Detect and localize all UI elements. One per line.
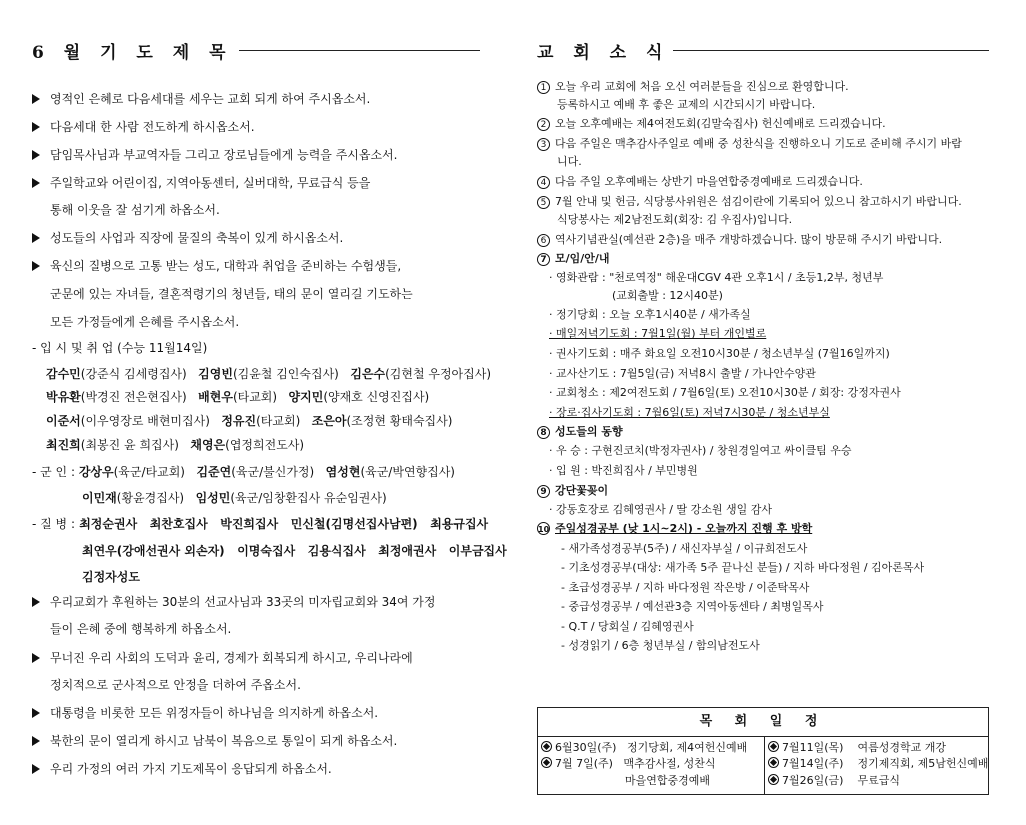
bullet-triangle-icon xyxy=(32,233,40,243)
study-item: - Q.T / 당회실 / 김혜영권사 xyxy=(561,620,694,633)
number-circle-icon: 6 xyxy=(537,234,550,247)
number-circle-icon: 8 xyxy=(537,426,550,439)
schedule-box xyxy=(537,707,989,795)
news-item-cont: 식당봉사는 제2남전도회(회장: 김 우집사)입니다. xyxy=(557,213,793,226)
number-circle-icon: 7 xyxy=(537,253,550,266)
meeting-item: · 교사산기도 : 7월5일(금) 저녁8시 출발 / 가나안수양관 xyxy=(549,367,816,380)
prayer-item: 다음세대 한 사람 전도하게 하시옵소서. xyxy=(32,119,255,135)
bullet-triangle-icon xyxy=(32,764,40,774)
exam-label: - 입 시 및 취 업 (수능 11월14일) xyxy=(32,341,208,355)
prayer-item-cont: 통해 이웃을 잘 섬기게 하옵소서. xyxy=(50,203,220,217)
flower-item: · 강동호장로 김혜영권사 / 딸 강소원 생일 감사 xyxy=(549,503,772,516)
prayer-item: 우리 가정의 여러 가지 기도제목이 응답되게 하옵소서. xyxy=(32,761,332,777)
prayer-item: 무너진 우리 사회의 도덕과 윤리, 경제가 회복되게 하시고, 우리나라에 xyxy=(32,650,413,666)
bullet-triangle-icon xyxy=(32,736,40,746)
diamond-bullet-icon xyxy=(541,741,552,752)
diamond-bullet-icon xyxy=(541,757,552,768)
bullet-triangle-icon xyxy=(32,261,40,271)
meeting-item: · 권사기도회 : 매주 화요일 오전10시30분 / 청소년부실 (7월16일까지) xyxy=(549,347,890,360)
section-meetings-title: 7 모/임/안/내 xyxy=(537,251,610,267)
prayer-item-cont: 들이 은혜 중에 행복하게 하옵소서. xyxy=(50,622,232,636)
study-item: - 기초성경공부(대상: 새가족 5주 끝나신 분들) / 지하 바다정원 / 김아론목사 xyxy=(561,561,925,574)
news-item: 4 다음 주일 오후예배는 상반기 마을연합중경예배로 드리겠습니다. xyxy=(537,174,863,190)
prayer-item: 북한의 문이 열리게 하시고 남북이 복음으로 통일이 되게 하옵소서. xyxy=(32,733,397,749)
news-item: 2 오늘 오후예배는 제4여전도회(김말숙집사) 헌신예배로 드리겠습니다. xyxy=(537,116,886,132)
prayer-title: 6 월 기 도 제 목 xyxy=(32,43,233,63)
meeting-item: · 장로·집사기도회 : 7월6일(토) 저녁7시30분 / 청소년부실 xyxy=(549,406,830,419)
army-row: - 군 인 : 강상우(육군/타교회) 김준연(육군/불신가정) 염성현(육군/박연향집사) xyxy=(32,465,455,479)
prayer-item-cont: 모든 가정들에게 은혜를 주시옵소서. xyxy=(50,315,240,329)
number-circle-icon: 3 xyxy=(537,138,550,151)
bullet-triangle-icon xyxy=(32,178,40,188)
news-heading xyxy=(537,38,989,63)
prayer-item: 대통령을 비롯한 모든 위정자들이 하나님을 의지하게 하옵소서. xyxy=(32,705,378,721)
prayer-item: 성도들의 사업과 직장에 물질의 축복이 있게 하시옵소서. xyxy=(32,230,343,246)
study-item: - 새가족성경공부(5주) / 새신자부실 / 이규희전도사 xyxy=(561,542,808,555)
news-item-cont: 니다. xyxy=(557,155,582,168)
army-row: 이민재(황윤경집사) 임성민(육군/임창환집사 유순임권사) xyxy=(82,491,387,505)
news-item: 3 다음 주일은 맥추감사주일로 예배 중 성찬식을 진행하오니 기도로 준비해 주시기 바람 xyxy=(537,136,962,152)
schedule-title: 목 회 일 정 xyxy=(538,708,988,737)
prayer-item: 육신의 질병으로 고통 받는 성도, 대학과 취업을 준비하는 수험생들, xyxy=(32,258,401,274)
number-circle-icon: 9 xyxy=(537,485,550,498)
section-flowers-title: 9 강단꽃꽂이 xyxy=(537,483,608,499)
member-item: · 우 승 : 구현진코치(박정자권사) / 창원경일여고 싸이클팀 우승 xyxy=(549,444,852,457)
study-item: - 성경읽기 / 6층 청년부실 / 함의남전도사 xyxy=(561,639,760,652)
bullet-triangle-icon xyxy=(32,94,40,104)
prayer-item: 주일학교와 어린이집, 지역아동센터, 실버대학, 무료급식 등을 xyxy=(32,175,370,191)
number-circle-icon: 10 xyxy=(537,522,550,535)
number-circle-icon: 5 xyxy=(537,196,550,209)
schedule-row: 7월26일(금) 무료급식 xyxy=(768,773,900,788)
sick-row: 김정자성도 xyxy=(82,570,140,584)
number-circle-icon: 2 xyxy=(537,118,550,131)
bullet-triangle-icon xyxy=(32,597,40,607)
news-item: 1 오늘 우리 교회에 처음 오신 여러분들을 진심으로 환영합니다. xyxy=(537,79,849,95)
sick-row: 최연우(강애선권사 외손자) 이명숙집사 김용식집사 최정애권사 이부금집사 xyxy=(82,544,507,558)
sick-row: - 질 병 : 최정순권사 최찬호집사 박진희집사 민신철(김명선집사남편) 최용규집사 xyxy=(32,517,489,531)
schedule-row: 7월 7일(주) 맥추감사절, 성찬식 xyxy=(541,756,715,771)
news-item-cont: 등록하시고 예배 후 좋은 교제의 시간되시기 바랍니다. xyxy=(557,98,816,111)
bullet-triangle-icon xyxy=(32,122,40,132)
schedule-row: 6월30일(주) 정기당회, 제4여헌신예배 xyxy=(541,740,747,755)
prayer-item-cont: 군문에 있는 자녀들, 결혼적령기의 청년들, 태의 문이 열리길 기도하는 xyxy=(50,287,413,301)
prayer-item: 우리교회가 후원하는 30분의 선교사님과 33곳의 미자립교회와 34여 가정 xyxy=(32,594,436,610)
exam-row: 감수민(강준식 김세령집사) 김영빈(김윤철 김인숙집사) 김은수(김현철 우정아집사) xyxy=(46,367,492,381)
prayer-item-cont: 정치적으로 군사적으로 안정을 더하여 주옵소서. xyxy=(50,678,301,692)
meeting-item: · 정기당회 : 오늘 오후1시40분 / 새가족실 xyxy=(549,308,751,321)
diamond-bullet-icon xyxy=(768,774,779,785)
bullet-triangle-icon xyxy=(32,653,40,663)
member-item: · 입 원 : 박진희집사 / 부민병원 xyxy=(549,464,698,477)
diamond-bullet-icon xyxy=(768,757,779,768)
heading-rule xyxy=(673,50,989,51)
news-item: 6 역사기념관실(예선관 2층)을 매주 개방하겠습니다. 많이 방문해 주시기 바랍니다. xyxy=(537,232,942,248)
meeting-item: · 매일저녁기도회 : 7월1일(월) 부터 개인별로 xyxy=(549,327,767,340)
number-circle-icon: 1 xyxy=(537,81,550,94)
meeting-item: · 교회청소 : 제2여전도회 / 7월6일(토) 오전10시30분 / 회장: 강정자권사 xyxy=(549,386,901,399)
exam-row: 박유환(박경진 전은현집사) 배현우(타교회) 양지민(양재호 신영진집사) xyxy=(46,390,430,404)
schedule-row-cont: 마을연합중경예배 xyxy=(625,774,711,787)
meeting-item-cont: (교회출발 : 12시40분) xyxy=(549,289,723,302)
section-members-title: 8 성도들의 동향 xyxy=(537,424,623,440)
bullet-triangle-icon xyxy=(32,150,40,160)
schedule-divider xyxy=(764,736,765,794)
news-item: 5 7월 안내 및 헌금, 식당봉사위원은 섬김이란에 기록되어 있으니 참고하시기 바랍니다. xyxy=(537,194,962,210)
section-study-title: 10 주일성경공부 (낮 1시~2시) - 오늘까지 진행 후 방학 xyxy=(538,522,813,535)
exam-row: 이준서(이우영장로 배현미집사) 정유진(타교회) 조은아(조정현 황태숙집사) xyxy=(46,414,453,428)
bullet-triangle-icon xyxy=(32,708,40,718)
exam-row: 최진희(최봉진 윤 희집사) 채영은(엽정희전도사) xyxy=(46,438,305,452)
prayer-heading xyxy=(32,38,480,63)
prayer-item: 담임목사님과 부교역자들 그리고 장로님들에게 능력을 주시옵소서. xyxy=(32,147,397,163)
diamond-bullet-icon xyxy=(768,741,779,752)
schedule-row: 7월11일(목) 여름성경학교 개강 xyxy=(768,740,946,755)
study-item: - 중급성경공부 / 예선관3층 지역아동센타 / 최병일목사 xyxy=(561,600,824,613)
meeting-item: · 영화관람 : "천로역정" 해운대CGV 4관 오후1시 / 초등1,2부, 청년부 xyxy=(549,271,884,284)
heading-rule xyxy=(239,50,480,51)
news-title: 교 회 소 식 xyxy=(537,43,670,63)
study-item: - 초급성경공부 / 지하 바다정원 작은방 / 이준탁목사 xyxy=(561,581,810,594)
prayer-item: 영적인 은혜로 다음세대를 세우는 교회 되게 하여 주시옵소서. xyxy=(32,91,370,107)
number-circle-icon: 4 xyxy=(537,176,550,189)
schedule-row: 7월14일(주) 정기제직회, 제5남헌신예배 xyxy=(768,756,988,771)
